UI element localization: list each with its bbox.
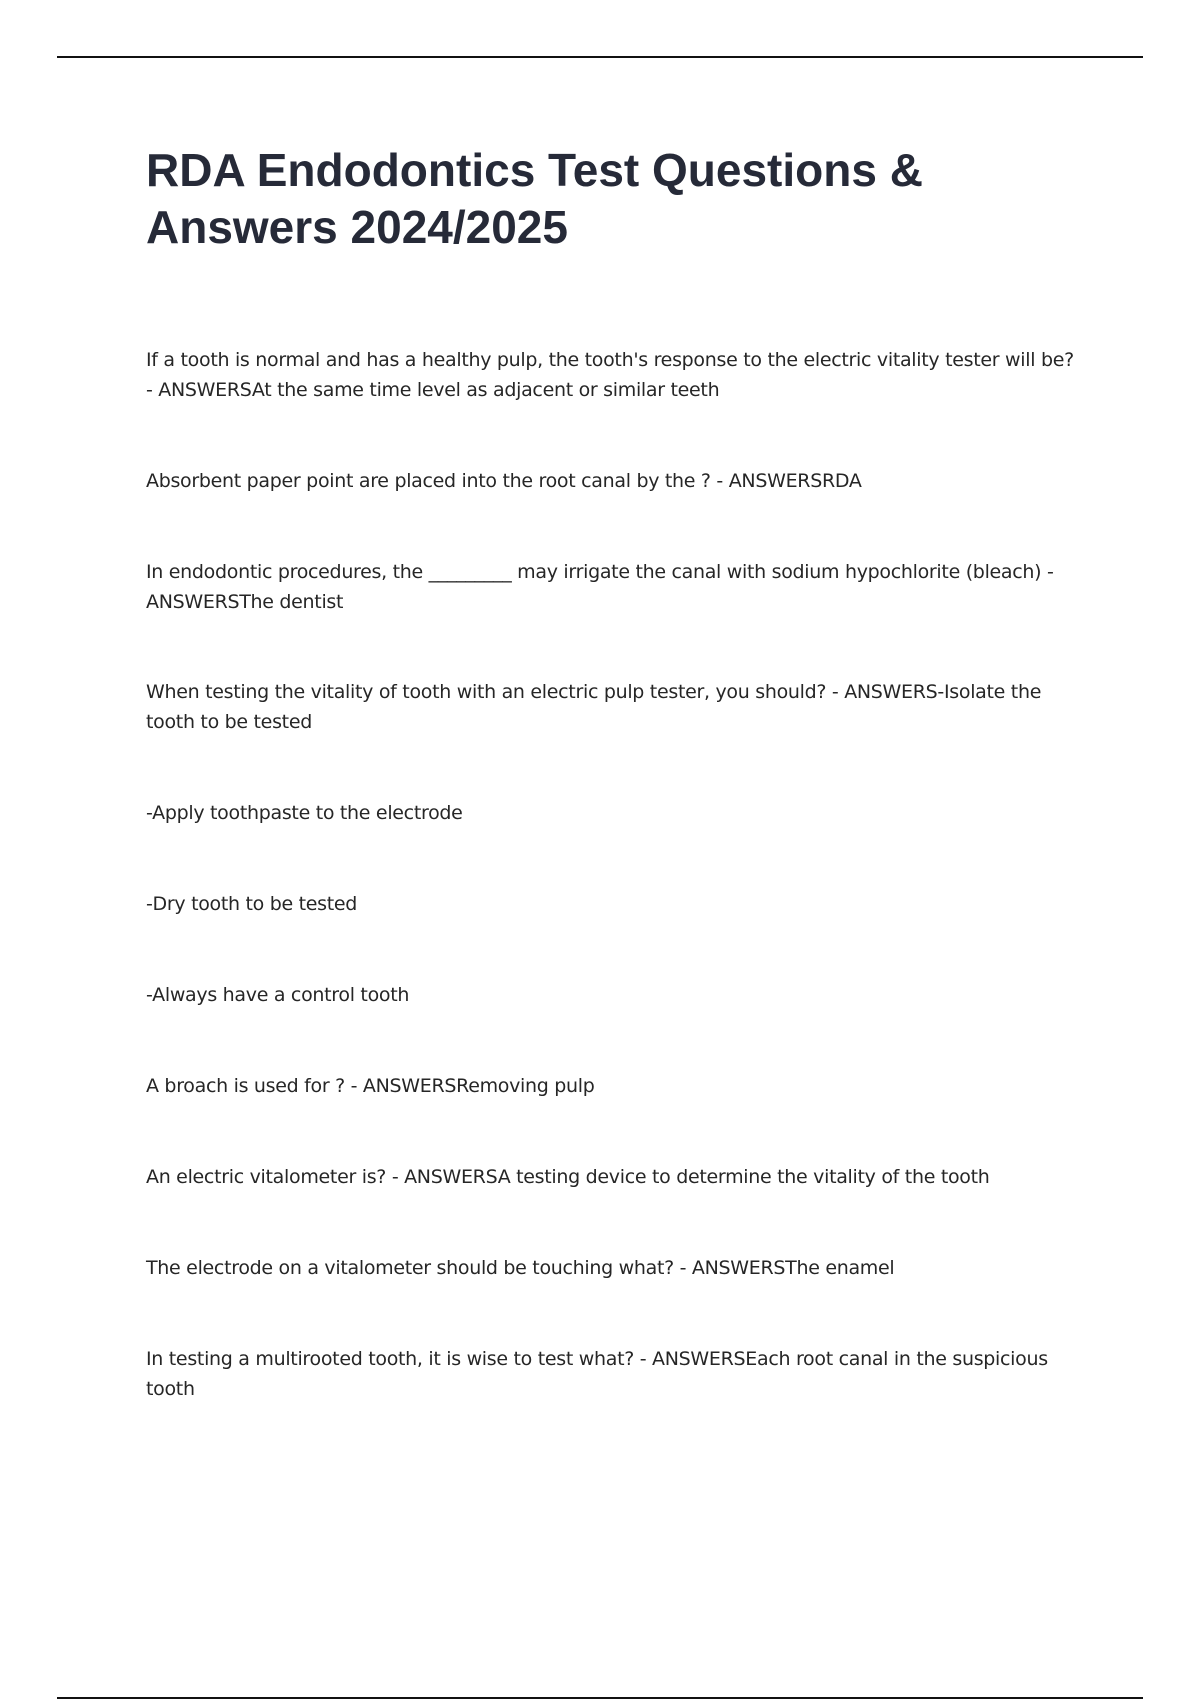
qa-paragraph-9: An electric vitalometer is? - ANSWERSA testing device to determine the vitality of the tooth [146,1166,990,1188]
qa-paragraph-4: When testing the vitality of tooth with an electric pulp tester, you should? - ANSWERS-Isolate the tooth to be tested [146,681,1042,733]
qa-paragraph-6: -Dry tooth to be tested [146,893,358,915]
top-rule [57,56,1143,58]
bottom-rule [57,1697,1143,1699]
document-title: RDA Endodontics Test Questions & Answers 2024/2025 [146,144,923,253]
qa-paragraph-10: The electrode on a vitalometer should be touching what? - ANSWERSThe enamel [146,1257,895,1279]
qa-paragraph-1: If a tooth is normal and has a healthy pulp, the tooth's response to the electric vitality tester will be? - ANSWERSAt the same time level as adjacent or similar teeth [146,349,1074,401]
qa-paragraph-5: -Apply toothpaste to the electrode [146,802,463,824]
qa-paragraph-2: Absorbent paper point are placed into the root canal by the ? - ANSWERSRDA [146,470,862,492]
qa-paragraph-7: -Always have a control tooth [146,984,410,1006]
qa-paragraph-11: In testing a multirooted tooth, it is wise to test what? - ANSWERSEach root canal in the suspicious tooth [146,1348,1048,1400]
qa-paragraph-3: In endodontic procedures, the _________ may irrigate the canal with sodium hypochlorite (bleach) - ANSWERSThe dentist [146,561,1054,613]
qa-paragraph-8: A broach is used for ? - ANSWERSRemoving pulp [146,1075,595,1097]
